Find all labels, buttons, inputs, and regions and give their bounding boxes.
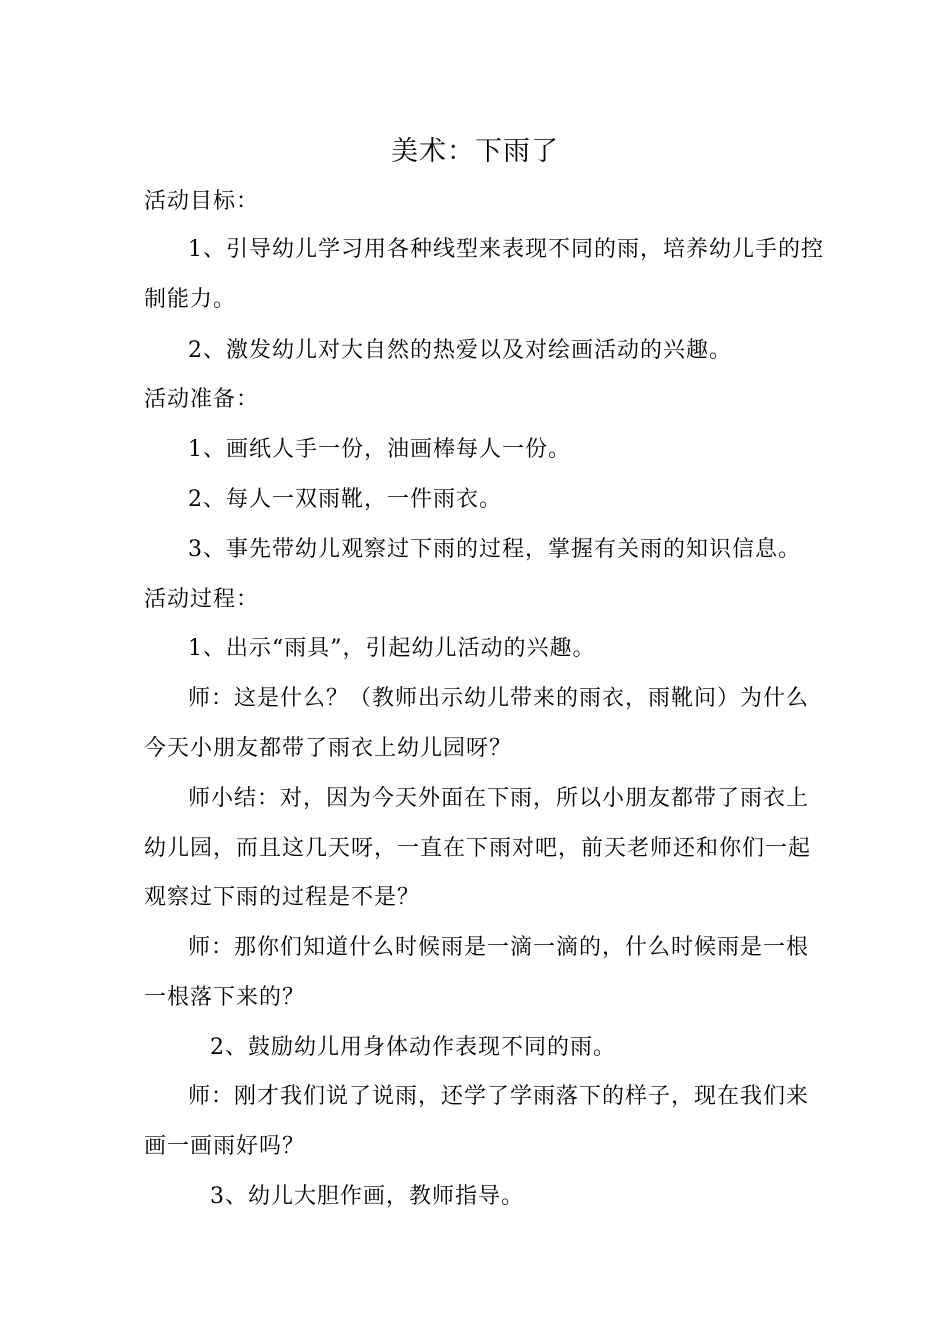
document-title: 美术：下雨了 xyxy=(391,136,559,167)
paragraph-line: 画一画雨好吗？ xyxy=(144,1134,306,1159)
paragraph-line: 1、画纸人手一份，油画棒每人一份。 xyxy=(188,437,571,462)
paragraph-line: 师：这是什么？（教师出示幼儿带来的雨衣，雨靴问）为什么 xyxy=(188,686,810,711)
paragraph-line: 2、每人一双雨靴，一件雨衣。 xyxy=(188,487,502,512)
paragraph-line: 制能力。 xyxy=(144,287,237,312)
paragraph-line: 师：那你们知道什么时候雨是一滴一滴的，什么时候雨是一根 xyxy=(188,935,810,960)
paragraph-line: 幼儿园，而且这几天呀，一直在下雨对吧，前天老师还和你们一起 xyxy=(144,836,812,861)
paragraph-line: 2、激发幼儿对大自然的热爱以及对绘画活动的兴趣。 xyxy=(188,338,732,363)
paragraph-line: 今天小朋友都带了雨衣上幼儿园呀？ xyxy=(144,736,513,761)
paragraph-line: 3、事先带幼儿观察过下雨的过程，掌握有关雨的知识信息。 xyxy=(188,537,801,562)
paragraph-line: 师小结：对，因为今天外面在下雨，所以小朋友都带了雨衣上 xyxy=(188,786,810,811)
section-heading-preparation: 活动准备： xyxy=(144,387,260,412)
section-heading-process: 活动过程： xyxy=(144,587,260,612)
section-heading-goals: 活动目标： xyxy=(144,189,260,214)
paragraph-line: 观察过下雨的过程是不是？ xyxy=(144,885,421,910)
paragraph-line: 1、引导幼儿学习用各种线型来表现不同的雨，培养幼儿手的控 xyxy=(188,237,824,262)
paragraph-line: 2、鼓励幼儿用身体动作表现不同的雨。 xyxy=(210,1035,616,1060)
paragraph-line: 一根落下来的？ xyxy=(144,985,306,1010)
paragraph-line: 1、出示“雨具”，引起幼儿活动的兴趣。 xyxy=(188,636,596,661)
paragraph-line: 3、幼儿大胆作画，教师指导。 xyxy=(210,1184,524,1209)
paragraph-line: 师：刚才我们说了说雨，还学了学雨落下的样子，现在我们来 xyxy=(188,1084,810,1109)
